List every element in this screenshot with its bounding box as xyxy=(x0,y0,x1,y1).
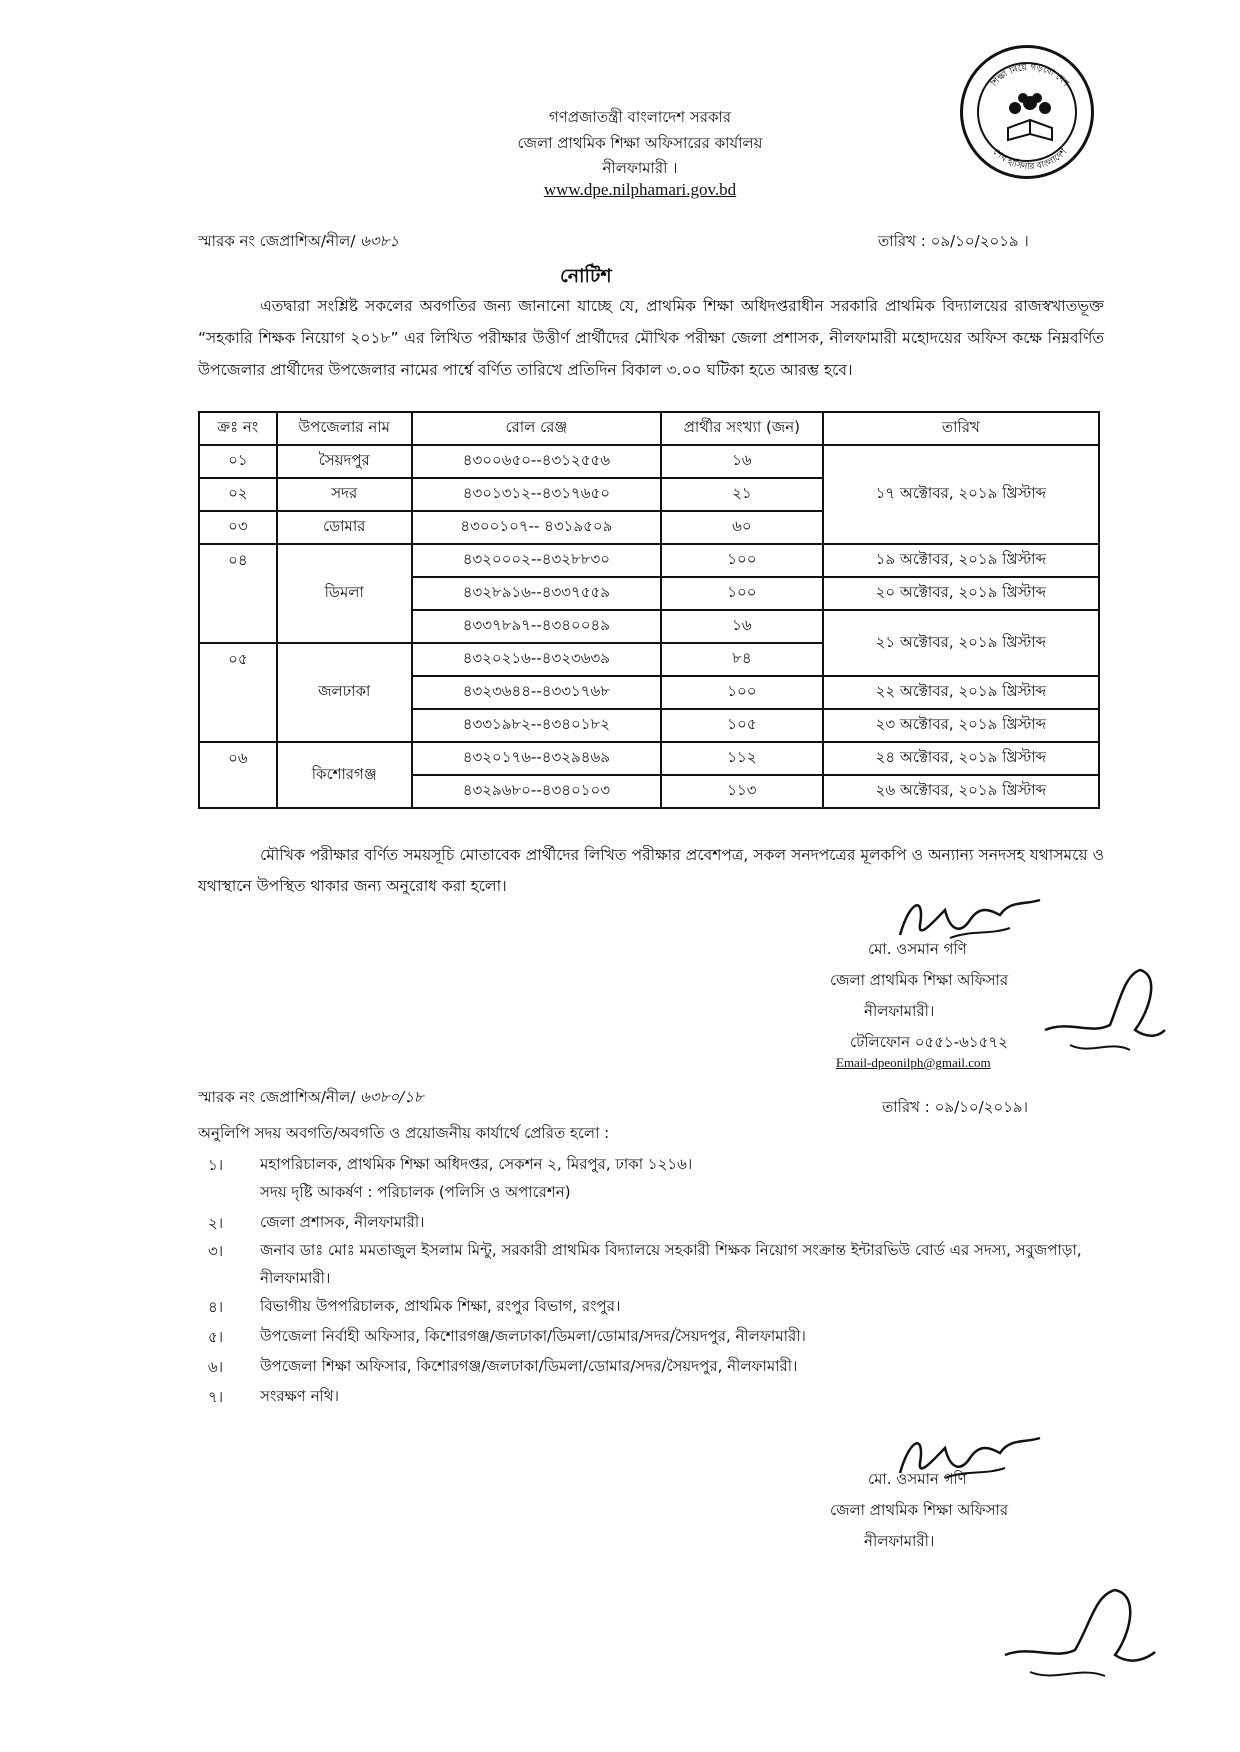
memo-ref xyxy=(198,230,399,255)
cc-item-text: জেলা প্রশাসক, নীলফামারী। xyxy=(260,1213,425,1231)
serial-cell: ০৬ xyxy=(199,742,277,808)
count-cell: ১১৩ xyxy=(661,775,823,808)
memo-date-label: তারিখ : xyxy=(878,232,926,250)
memo-date-value: ০৯/১০/২০১৯ । xyxy=(930,232,1029,250)
header-govt: গণপ্রজাতন্ত্রী বাংলাদেশ সরকার xyxy=(548,108,732,126)
signature-scribble-4 xyxy=(1000,1580,1160,1690)
memo2-date-value: ০৯/১০/২০১৯। xyxy=(934,1098,1029,1116)
svg-text:শেখ হাসিনার বাংলাদেশ xyxy=(991,147,1070,172)
roll-range-cell: ৪৩৩১৯৮২--৪৩৪০১৮২ xyxy=(412,709,661,742)
memo-number: ৬৩৮১ xyxy=(360,232,400,250)
signatory-place: নীলফামারী। xyxy=(864,1002,935,1020)
memo2-date xyxy=(882,1096,1028,1121)
memo-label: স্মারক নং জেপ্রাশিঅ/নীল/ xyxy=(198,232,356,250)
notice-title: নোটিশ xyxy=(560,265,612,287)
cc-item-number: ২। xyxy=(208,1214,224,1232)
col-header-roll-range: রোল রেঞ্জ xyxy=(412,412,661,445)
roll-range-cell: ৪৩২০০০২--৪৩২৮৮৩০ xyxy=(412,544,661,577)
cc-item-text: বিভাগীয় উপপরিচালক, প্রাথমিক শিক্ষা, রংপুর বিভাগ, রংপুর। xyxy=(260,1297,621,1315)
header-office: জেলা প্রাথমিক শিক্ষা অফিসারের কার্যালয় xyxy=(517,134,763,152)
serial-cell: ০৩ xyxy=(199,511,277,544)
cc-item-number: ৫। xyxy=(208,1328,224,1346)
count-cell: ১০৫ xyxy=(661,709,823,742)
table-row xyxy=(199,544,1099,577)
memo2-label: স্মারক নং জেপ্রাশিঅ/নীল/ xyxy=(198,1088,356,1106)
date-cell: ২৪ অক্টোবর, ২০১৯ খ্রিস্টাব্দ xyxy=(823,742,1099,775)
roll-range-cell: ৪৩২০২১৬--৪৩২৩৬৩৯ xyxy=(412,643,661,676)
header-district: নীলফামারী । xyxy=(602,159,678,177)
cc-item-text: মহাপরিচালক, প্রাথমিক শিক্ষা অধিদপ্তর, সেকশন ২, মিরপুর, ঢাকা ১২১৬। xyxy=(260,1155,693,1173)
serial-cell: ০১ xyxy=(199,445,277,478)
table-row xyxy=(199,742,1099,775)
cc-item-number: ৭। xyxy=(208,1388,224,1406)
signatory-email[interactable]: Email-dpeonilph@gmail.com xyxy=(836,1055,991,1070)
roll-range-cell: ৪৩২৯৬৮০--৪৩৪০১০৩ xyxy=(412,775,661,808)
count-cell: ১০০ xyxy=(661,544,823,577)
date-cell: ২৩ অক্টোবর, ২০১৯ খ্রিস্টাব্দ xyxy=(823,709,1099,742)
count-cell: ১৬ xyxy=(661,610,823,643)
cc-item-number: ৬। xyxy=(208,1358,224,1376)
memo2-date-label: তারিখ : xyxy=(882,1098,930,1116)
upazila-cell: কিশোরগঞ্জ xyxy=(277,742,412,808)
upazila-cell: সৈয়দপুর xyxy=(277,445,412,478)
signatory-email-wrap[interactable] xyxy=(836,1052,991,1071)
signatory-title: জেলা প্রাথমিক শিক্ষা অফিসার xyxy=(830,971,1009,989)
signatory-name: মো. ওসমান গণি xyxy=(868,940,967,958)
signatory2-name: মো. ওসমান গণি xyxy=(868,1470,967,1488)
cc-item-number: ৪। xyxy=(208,1298,224,1316)
col-header-serial: ক্রঃ নং xyxy=(199,412,277,445)
website-link[interactable]: www.dpe.nilphamari.gov.bd xyxy=(543,180,737,199)
cc-item xyxy=(260,1150,1110,1206)
signature-block-1 xyxy=(830,934,1009,1058)
col-header-date: তারিখ xyxy=(823,412,1099,445)
count-cell: ১১২ xyxy=(661,742,823,775)
serial-cell: ০৪ xyxy=(199,544,277,643)
date-cell: ২২ অক্টোবর, ২০১৯ খ্রিস্টাব্দ xyxy=(823,676,1099,709)
cc-item-number: ১। xyxy=(208,1156,224,1174)
roll-range-cell: ৪৩২৮৯১৬--৪৩৩৭৫৫৯ xyxy=(412,577,661,610)
serial-cell: ০২ xyxy=(199,478,277,511)
count-cell: ২১ xyxy=(661,478,823,511)
cc-intro: অনুলিপি সদয় অবগতি/অবগতি ও প্রয়োজনীয় কার্যার্থে প্রেরিত হলো : xyxy=(198,1124,610,1142)
upazila-cell: জলঢাকা xyxy=(277,643,412,742)
cc-item-text: উপজেলা নির্বাহী অফিসার, কিশোরগঞ্জ/জলঢাকা/ডিমলা/ডোমার/সদর/সৈয়দপুর, নীলফামারী। xyxy=(260,1327,806,1345)
roll-range-cell: ৪৩০০৬৫০--৪৩১২৫৫৬ xyxy=(412,445,661,478)
memo2-ref xyxy=(198,1086,424,1111)
roll-range-cell: ৪৩০১৩১২--৪৩১৭৬৫০ xyxy=(412,478,661,511)
seal-top-text: শিক্ষা নিয়ে গড়বো দেশ xyxy=(989,62,1071,89)
roll-range-cell: ৪৩২০১৭৬--৪৩২৯৪৬৯ xyxy=(412,742,661,775)
count-cell: ৬০ xyxy=(661,511,823,544)
count-cell: ১০০ xyxy=(661,676,823,709)
closing-text: মৌখিক পরীক্ষার বর্ণিত সময়সূচি মোতাবেক প্রার্থীদের লিখিত পরীক্ষার প্রবেশপত্র, সকল সনদপত্রের মূলকপি ও অন্যান্য সনদসহ যথাসময়ে ও যথাস্থানে উপস্থিত থাকার জন্য অনুরোধ করা হলো। xyxy=(198,846,1104,895)
cc-item-text: সংরক্ষণ নথি। xyxy=(260,1387,339,1405)
signature-block-2 xyxy=(830,1464,1009,1557)
count-cell: ১৬ xyxy=(661,445,823,478)
upazila-cell: ডিমলা xyxy=(277,544,412,643)
upazila-cell: ডোমার xyxy=(277,511,412,544)
notice-body-text: এতদ্বারা সংশ্লিষ্ট সকলের অবগতির জন্য জানানো যাচ্ছে যে, প্রাথমিক শিক্ষা অধিদপ্তরাধীন সরকারি প্রাথমিক বিদ্যালয়ের রাজস্বখাতভূক্ত “সহকারি শিক্ষক নিয়োগ ২০১৮” এর লিখিত পরীক্ষার উত্তীর্ণ প্রার্থীদের মৌখিক পরীক্ষা জেলা প্রশাসক, নীলফামারী মহোদয়ের অফিস কক্ষে নিম্নবর্ণিত উপজেলার প্রার্থীদের উপজেলার নামের পার্শ্বে বর্ণিত তারিখে প্রতিদিন বিকাল ৩.০০ ঘটিকা হতে আরম্ভ হবে। xyxy=(198,297,1104,379)
memo2-number: ৬৩৮০/১৮ xyxy=(360,1088,424,1106)
cc-item-sub: সদয় দৃষ্টি আকর্ষণ : পরিচালক (পলিসি ও অপারেশন) xyxy=(260,1183,571,1201)
cc-item-text: জনাব ডাঃ মোঃ মমতাজুল ইসলাম মিন্টু, সরকারী প্রাথমিক বিদ্যালয়ে সহকারী শিক্ষক নিয়োগ সংক্রান্ত ইন্টারভিউ বোর্ড এর সদস্য, সবুজপাড়া, নীলফামারী। xyxy=(260,1241,1082,1287)
col-header-upazila: উপজেলার নাম xyxy=(277,412,412,445)
signatory-phone: টেলিফোন ০৫৫১-৬১৫৭২ xyxy=(850,1033,1008,1051)
count-cell: ১০০ xyxy=(661,577,823,610)
svg-text:শিক্ষা নিয়ে গড়বো দেশ xyxy=(988,63,1071,90)
notice-body xyxy=(198,290,1104,386)
count-cell: ৮৪ xyxy=(661,643,823,676)
schedule-table xyxy=(198,411,1100,809)
signature-scribble-2 xyxy=(1040,960,1170,1070)
upazila-cell: সদর xyxy=(277,478,412,511)
table-header-row xyxy=(199,412,1099,445)
cc-item-text: উপজেলা শিক্ষা অফিসার, কিশোরগঞ্জ/জলঢাকা/ডিমলা/ডোমার/সদর/সৈয়দপুর, নীলফামারী। xyxy=(260,1357,798,1375)
roll-range-cell: ৪৩২৩৬৪৪--৪৩৩১৭৬৮ xyxy=(412,676,661,709)
header-website[interactable] xyxy=(290,180,990,200)
signatory2-place: নীলফামারী। xyxy=(864,1532,935,1550)
col-header-candidates: প্রার্থীর সংখ্যা (জন) xyxy=(661,412,823,445)
roll-range-cell: ৪৩৩৭৮৯৭--৪৩৪০০৪৯ xyxy=(412,610,661,643)
roll-range-cell: ৪৩০০১০৭-- ৪৩১৯৫০৯ xyxy=(412,511,661,544)
memo-date xyxy=(878,230,1029,255)
signatory2-title: জেলা প্রাথমিক শিক্ষা অফিসার xyxy=(830,1501,1009,1519)
serial-cell: ০৫ xyxy=(199,643,277,742)
date-cell: ২০ অক্টোবর, ২০১৯ খ্রিস্টাব্দ xyxy=(823,577,1099,610)
table-row xyxy=(199,445,1099,478)
date-cell: ১৭ অক্টোবর, ২০১৯ খ্রিস্টাব্দ xyxy=(823,445,1099,544)
date-cell: ২৬ অক্টোবর, ২০১৯ খ্রিস্টাব্দ xyxy=(823,775,1099,808)
cc-item-number: ৩। xyxy=(208,1242,224,1260)
date-cell: ১৯ অক্টোবর, ২০১৯ খ্রিস্টাব্দ xyxy=(823,544,1099,577)
seal-bottom-text: শেখ হাসিনার বাংলাদেশ xyxy=(990,147,1070,173)
date-cell: ২১ অক্টোবর, ২০১৯ খ্রিস্টাব্দ xyxy=(823,610,1099,676)
